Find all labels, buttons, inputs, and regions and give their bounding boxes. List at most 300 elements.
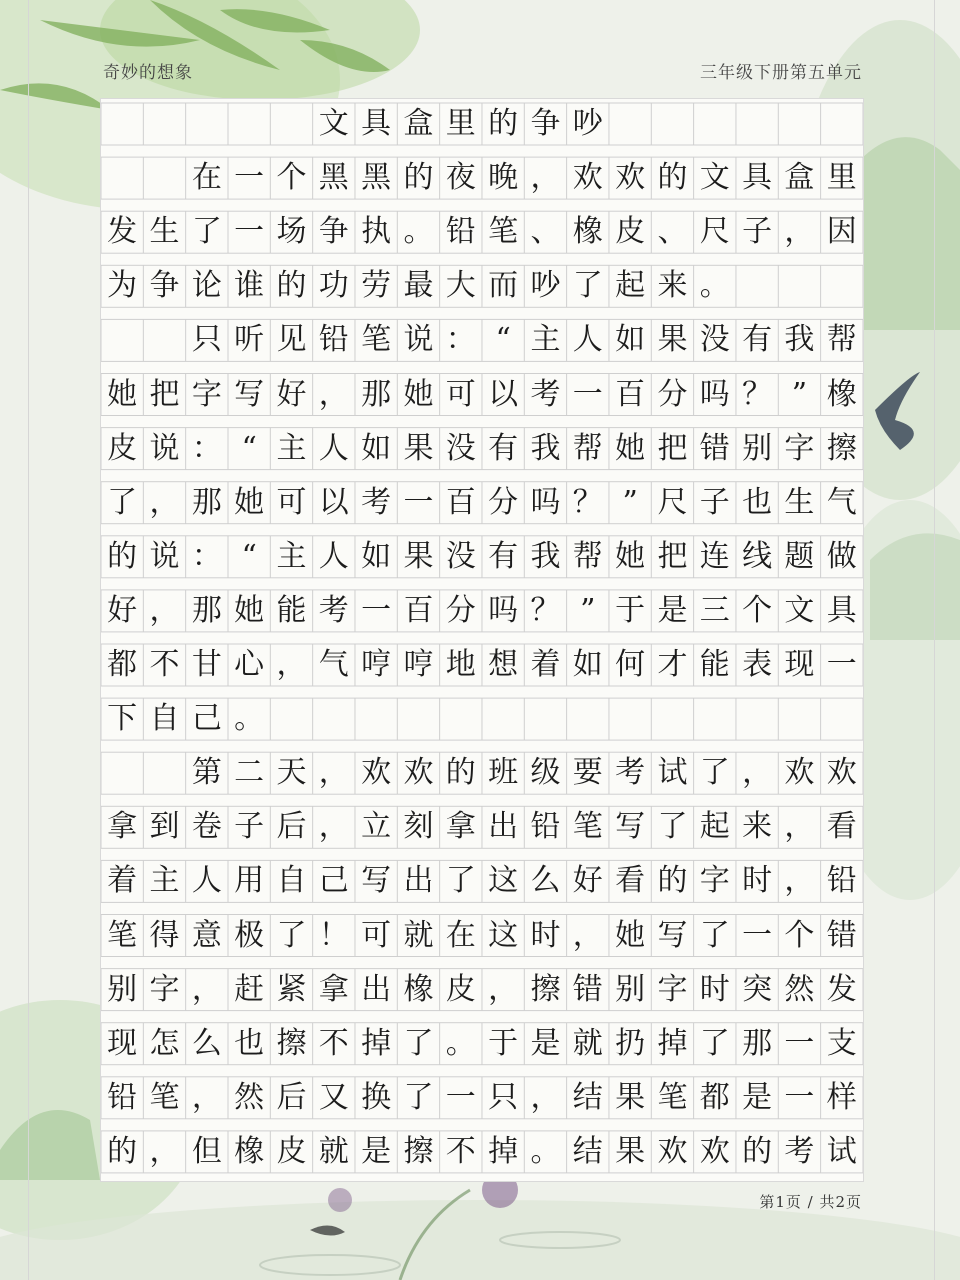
grid-character: 我	[784, 322, 815, 358]
grid-character: 别	[615, 971, 646, 1007]
grid-character: 大	[445, 268, 476, 304]
grid-character: 橡	[572, 214, 603, 250]
grid-character: 尺	[699, 214, 730, 250]
grid-character: ，	[318, 809, 349, 845]
grid-character: 果	[657, 322, 688, 358]
grid-character: 笔	[657, 1079, 688, 1115]
grid-character: 因	[826, 214, 857, 250]
grid-character: 写	[657, 917, 688, 953]
grid-character: 她	[615, 917, 646, 953]
grid-character: 生	[149, 214, 180, 250]
grid-character: ，	[488, 971, 519, 1007]
grid-character: 这	[488, 863, 519, 899]
grid-character: 拿	[107, 809, 138, 845]
grid-character: 写	[234, 376, 265, 412]
grid-character: 没	[699, 322, 730, 358]
grid-character: 的	[657, 160, 688, 196]
grid-character: 说	[403, 322, 434, 358]
grid-character: 起	[699, 809, 730, 845]
grid-character: 结	[572, 1079, 603, 1115]
grid-character: 心	[234, 647, 265, 682]
grid-character: ，	[149, 592, 180, 628]
grid-character: 主	[276, 538, 307, 574]
grid-character: 后	[276, 1079, 307, 1115]
grid-character: 没	[445, 430, 476, 466]
grid-character: 二	[234, 755, 265, 791]
grid-character: 了	[276, 917, 307, 953]
grid-character: 具	[742, 160, 773, 196]
grid-character: 了	[699, 917, 730, 953]
grid-character: 现	[107, 1025, 138, 1061]
grid-character: 线	[742, 538, 773, 574]
grid-character: 一	[742, 917, 773, 953]
grid-character: 可	[361, 917, 392, 953]
grid-character: 那	[742, 1025, 773, 1061]
grid-character: 看	[826, 809, 857, 845]
grid-character: 气	[318, 647, 349, 682]
grid-character: 分	[657, 376, 688, 412]
grid-character: 帮	[572, 538, 603, 574]
grid-character: 一	[784, 1079, 815, 1115]
grid-character: 别	[742, 430, 773, 466]
grid-character: 盒	[403, 106, 434, 141]
grid-character: 的	[445, 755, 476, 791]
grid-character: 结	[572, 1133, 603, 1169]
grid-character: 出	[488, 809, 519, 845]
grid-character: 擦	[403, 1133, 434, 1169]
grid-character: 皮	[445, 971, 476, 1007]
unit-title: 奇妙的想象	[103, 63, 193, 83]
grid-character: 写	[615, 809, 646, 845]
grid-character: 夜	[445, 160, 476, 196]
grid-character: 在	[191, 160, 222, 196]
grid-character: 可	[445, 376, 476, 412]
grid-character: ？	[572, 484, 603, 520]
grid-character: 了	[699, 755, 730, 791]
grid-character: 黑	[361, 160, 392, 196]
grid-character: 笔	[149, 1079, 180, 1115]
grid-character: 执	[361, 214, 392, 250]
grid-character: 、	[657, 214, 688, 250]
grid-character: 了	[191, 214, 222, 250]
grid-character: 立	[361, 809, 392, 845]
grid-character: ，	[149, 484, 180, 520]
grid-character: 题	[784, 538, 815, 574]
grid-character: 铅	[318, 322, 349, 358]
grid-character: 就	[403, 917, 434, 953]
grid-character: 分	[445, 592, 476, 628]
grid-character: 生	[784, 484, 815, 520]
grid-character: 样	[826, 1079, 857, 1115]
grid-character: 欢	[572, 160, 603, 196]
grid-character: 自	[276, 863, 307, 899]
grid-character: 卷	[191, 809, 222, 845]
grid-character: 时	[742, 863, 773, 899]
grid-character: 试	[826, 1133, 857, 1169]
grid-character: 看	[615, 863, 646, 899]
grid-character: 么	[530, 863, 561, 899]
grid-character: 主	[276, 430, 307, 466]
grid-character: 又	[318, 1079, 349, 1115]
grid-character: 主	[149, 863, 180, 899]
grid-character: 、	[530, 214, 561, 250]
grid-character: ！	[318, 917, 349, 953]
grid-character: 的	[107, 1133, 138, 1169]
grid-character: 笔	[572, 809, 603, 845]
grid-character: 的	[488, 106, 519, 141]
grid-character: 考	[784, 1133, 815, 1169]
grid-character: 于	[615, 592, 646, 628]
grid-character: 争	[318, 214, 349, 250]
grid-character: 。	[403, 214, 434, 250]
grid-character: ，	[572, 917, 603, 953]
page-indicator: 第1页 / 共2页	[759, 1193, 862, 1211]
grid-character: 我	[530, 430, 561, 466]
grid-character: 的	[742, 1133, 773, 1169]
grid-character: 时	[530, 917, 561, 953]
grid-character: 天	[276, 755, 307, 791]
grid-character: 说	[149, 538, 180, 574]
grid-character: 里	[826, 160, 857, 196]
grid-character: ”	[791, 376, 808, 412]
grid-character: 她	[107, 376, 138, 412]
grid-character: 字	[699, 863, 730, 899]
grid-character: ，	[276, 647, 307, 682]
grid-character: 错	[826, 917, 857, 953]
grid-character: 那	[361, 376, 392, 412]
grid-character: “	[241, 538, 257, 574]
grid-character: 果	[615, 1133, 646, 1169]
grid-character: 试	[657, 755, 688, 791]
grid-character: 欢	[784, 755, 815, 791]
grid-character: 掉	[657, 1025, 688, 1061]
grid-character: ，	[191, 1079, 222, 1115]
grid-character: 考	[615, 755, 646, 791]
grid-character: 论	[191, 268, 222, 304]
grid-character: 哼	[361, 647, 392, 682]
grid-character: 掉	[361, 1025, 392, 1061]
grid-character: 考	[530, 376, 561, 412]
grid-character: ？	[530, 592, 561, 628]
grid-character: 以	[488, 376, 519, 412]
grid-character: 这	[488, 917, 519, 953]
grid-character: 劳	[361, 268, 392, 304]
grid-character: ：	[191, 430, 222, 466]
grid-character: ，	[784, 863, 815, 899]
grid-character: 橡	[403, 971, 434, 1007]
grid-character: 来	[742, 809, 773, 845]
grid-character: 意	[191, 917, 222, 953]
grid-character: 那	[191, 484, 222, 520]
grid-character: 表	[742, 647, 773, 682]
grid-character: 不	[318, 1025, 349, 1061]
grid-character: 一	[403, 484, 434, 520]
grid-character: 考	[361, 484, 392, 520]
grid-character: 她	[234, 592, 265, 628]
grid-character: 如	[615, 322, 646, 358]
grid-character: 子	[742, 214, 773, 250]
grid-character: 而	[488, 268, 519, 304]
grid-character: 怎	[149, 1025, 180, 1061]
grid-character: 把	[657, 538, 688, 574]
grid-character: “	[241, 430, 257, 466]
grid-character: 欢	[657, 1133, 688, 1169]
grid-character: 于	[488, 1025, 519, 1061]
grid-character: 帮	[826, 322, 857, 358]
grid-character: 吗	[488, 592, 519, 628]
grid-character: 现	[784, 647, 815, 682]
grid-paper	[100, 98, 864, 1182]
grid-character: 听	[234, 322, 265, 358]
grid-character: 吵	[572, 106, 603, 141]
grid-character: 字	[784, 430, 815, 466]
grid-character: ？	[742, 376, 773, 412]
grid-character: ，	[530, 1079, 561, 1115]
grid-character: 橡	[826, 376, 857, 412]
grid-character: 要	[572, 755, 603, 791]
grid-character: 出	[361, 971, 392, 1007]
grid-character: 想	[488, 647, 519, 682]
grid-character: 功	[318, 268, 349, 304]
grid-character: 字	[657, 971, 688, 1007]
grid-character: 具	[826, 592, 857, 628]
grid-character: 人	[572, 322, 603, 358]
grid-character: 不	[149, 647, 180, 682]
grid-character: 能	[699, 647, 730, 682]
grid-character: 的	[276, 268, 307, 304]
grid-character: 扔	[615, 1025, 646, 1061]
grid-character: 如	[361, 430, 392, 466]
grid-character: ”	[580, 592, 596, 628]
grid-character: 错	[699, 430, 730, 466]
grid-character: 的	[403, 160, 434, 196]
grid-character: 得	[149, 917, 180, 953]
grid-character: 只	[488, 1079, 519, 1115]
grid-character: 了	[657, 809, 688, 845]
grid-character: 了	[403, 1025, 434, 1061]
grid-character: 皮	[276, 1133, 307, 1169]
grid-character: 里	[445, 106, 476, 141]
grid-character: 争	[530, 106, 561, 141]
grid-lines	[101, 99, 863, 1181]
grid-character: 一	[361, 592, 392, 628]
grid-character: 擦	[530, 971, 561, 1007]
grid-character: 吗	[530, 484, 561, 520]
grid-character: 。	[699, 268, 730, 304]
grid-character: 皮	[107, 430, 138, 466]
grid-character: 何	[615, 647, 646, 682]
grid-character: 百	[615, 376, 646, 412]
grid-character: 换	[361, 1079, 392, 1115]
grid-character: 都	[699, 1079, 730, 1115]
grid-character: 考	[318, 592, 349, 628]
frame-line-left	[28, 0, 29, 1280]
grid-character: 她	[615, 538, 646, 574]
grid-character: 赶	[234, 971, 265, 1007]
grid-character: 个	[742, 592, 773, 628]
grid-character: 字	[149, 971, 180, 1007]
grid-character: 自	[149, 701, 180, 737]
grid-character: 争	[149, 268, 180, 304]
grid-character: 拿	[318, 971, 349, 1007]
grid-character: 到	[149, 809, 180, 845]
grid-character: 别	[107, 971, 138, 1007]
grid-character: 地	[445, 647, 476, 682]
grid-character: 皮	[615, 214, 646, 250]
grid-character: “	[495, 322, 511, 358]
grid-character: 可	[276, 484, 307, 520]
grid-character: 文	[784, 592, 815, 628]
grid-character: 橡	[234, 1133, 265, 1169]
grid-character: 一	[784, 1025, 815, 1061]
grid-character: 发	[826, 971, 857, 1007]
grid-character: 都	[107, 647, 138, 682]
grid-character: 铅	[530, 809, 561, 845]
grid-character: 谁	[234, 268, 265, 304]
grid-character: 百	[445, 484, 476, 520]
grid-character: 哼	[403, 647, 434, 682]
grid-character: 己	[191, 701, 222, 737]
grid-character: 晚	[488, 160, 519, 196]
grid-character: 出	[403, 863, 434, 899]
grid-character: 吗	[699, 376, 730, 412]
grid-character: 的	[107, 538, 138, 574]
grid-character: 把	[149, 376, 180, 412]
grid-character: 是	[657, 592, 688, 628]
grid-character: 人	[191, 863, 222, 899]
grid-character: 盒	[784, 160, 815, 196]
grid-character: 文	[699, 160, 730, 196]
grid-character: 果	[403, 538, 434, 574]
grid-character: 第	[191, 755, 222, 791]
grid-character: 时	[699, 971, 730, 1007]
grid-character: 级	[530, 755, 561, 791]
grid-character: 没	[445, 538, 476, 574]
grid-character: 极	[234, 917, 265, 953]
grid-character: 下	[107, 701, 138, 737]
grid-character: 她	[615, 430, 646, 466]
grid-character: 也	[234, 1025, 265, 1061]
grid-character: 铅	[445, 214, 476, 250]
grid-character: 欢	[699, 1133, 730, 1169]
grid-character: 了	[445, 863, 476, 899]
grid-character: 刻	[403, 809, 434, 845]
grid-character: 擦	[276, 1025, 307, 1061]
grid-character: 主	[530, 322, 561, 358]
grid-character: ，	[784, 214, 815, 250]
grid-character: ”	[622, 484, 638, 520]
grid-character: 那	[191, 592, 222, 628]
grid-character: 场	[276, 214, 307, 250]
grid-character: 如	[361, 538, 392, 574]
grid-character: 笔	[361, 322, 392, 358]
grid-character: 为	[107, 268, 138, 304]
grid-character: 连	[699, 538, 730, 574]
grid-character: 欢	[403, 755, 434, 791]
grid-character: 人	[318, 538, 349, 574]
grid-character: 百	[403, 592, 434, 628]
grid-character: 擦	[826, 430, 857, 466]
grid-character: 拿	[445, 809, 476, 845]
grid-character: 好	[572, 863, 603, 899]
grid-character: 一	[234, 160, 265, 196]
grid-character: 好	[276, 376, 307, 412]
grid-character: 用	[234, 863, 265, 899]
grid-character: 了	[572, 268, 603, 304]
grid-character: ，	[530, 160, 561, 196]
grid-character: 了	[403, 1079, 434, 1115]
grid-character: ，	[318, 755, 349, 791]
grid-character: 字	[191, 376, 222, 412]
grid-character: 铅	[107, 1079, 138, 1115]
grid-character: 个	[784, 917, 815, 953]
grid-character: 掉	[488, 1133, 519, 1169]
grid-character: 有	[488, 430, 519, 466]
grid-character: ，	[784, 809, 815, 845]
grid-character: 铅	[826, 863, 857, 899]
grid-character: 然	[784, 971, 815, 1007]
grid-character: 。	[530, 1133, 561, 1169]
grid-character: 最	[403, 268, 434, 304]
grid-character: 是	[742, 1079, 773, 1115]
grid-character: 具	[361, 106, 392, 141]
grid-character: 甘	[191, 647, 222, 682]
grid-character: 以	[318, 484, 349, 520]
grid-character: 三	[699, 592, 730, 628]
grid-character: 气	[826, 484, 857, 520]
grid-character: 欢	[615, 160, 646, 196]
grid-character: 了	[699, 1025, 730, 1061]
grid-character: ，	[149, 1133, 180, 1169]
grid-character: 错	[572, 971, 603, 1007]
grid-character: 来	[657, 268, 688, 304]
grid-character: 帮	[572, 430, 603, 466]
grid-character: ，	[318, 376, 349, 412]
grid-character: 写	[361, 863, 392, 899]
grid-character: 后	[276, 809, 307, 845]
grid-character: 着	[107, 863, 138, 899]
grid-character: 也	[742, 484, 773, 520]
grid-character: 一	[572, 376, 603, 412]
grid-character: 好	[107, 592, 138, 628]
grid-character: 果	[403, 430, 434, 466]
grid-character: 有	[488, 538, 519, 574]
grid-character: 文	[318, 106, 349, 141]
grid-character: 欢	[826, 755, 857, 791]
grid-character: 子	[699, 484, 730, 520]
grid-character: 她	[403, 376, 434, 412]
grid-character: 只	[191, 322, 222, 358]
grid-character: 说	[149, 430, 180, 466]
grid-character: 做	[826, 538, 857, 574]
grid-character: 着	[530, 647, 561, 682]
grid-character: 己	[318, 863, 349, 899]
frame-line-right	[934, 0, 935, 1280]
grid-character: 是	[361, 1133, 392, 1169]
grid-character: 尺	[657, 484, 688, 520]
grid-character: ，	[742, 755, 773, 791]
grid-character: 人	[318, 430, 349, 466]
grid-character: 我	[530, 538, 561, 574]
grid-character: ：	[191, 538, 222, 574]
grid-character: 如	[572, 647, 603, 682]
grade-unit-label: 三年级下册第五单元	[700, 63, 862, 83]
grid-character: 发	[107, 214, 138, 250]
grid-character: 就	[572, 1025, 603, 1061]
grid-character: 把	[657, 430, 688, 466]
grid-character: 笔	[488, 214, 519, 250]
grid-character: 了	[107, 484, 138, 520]
